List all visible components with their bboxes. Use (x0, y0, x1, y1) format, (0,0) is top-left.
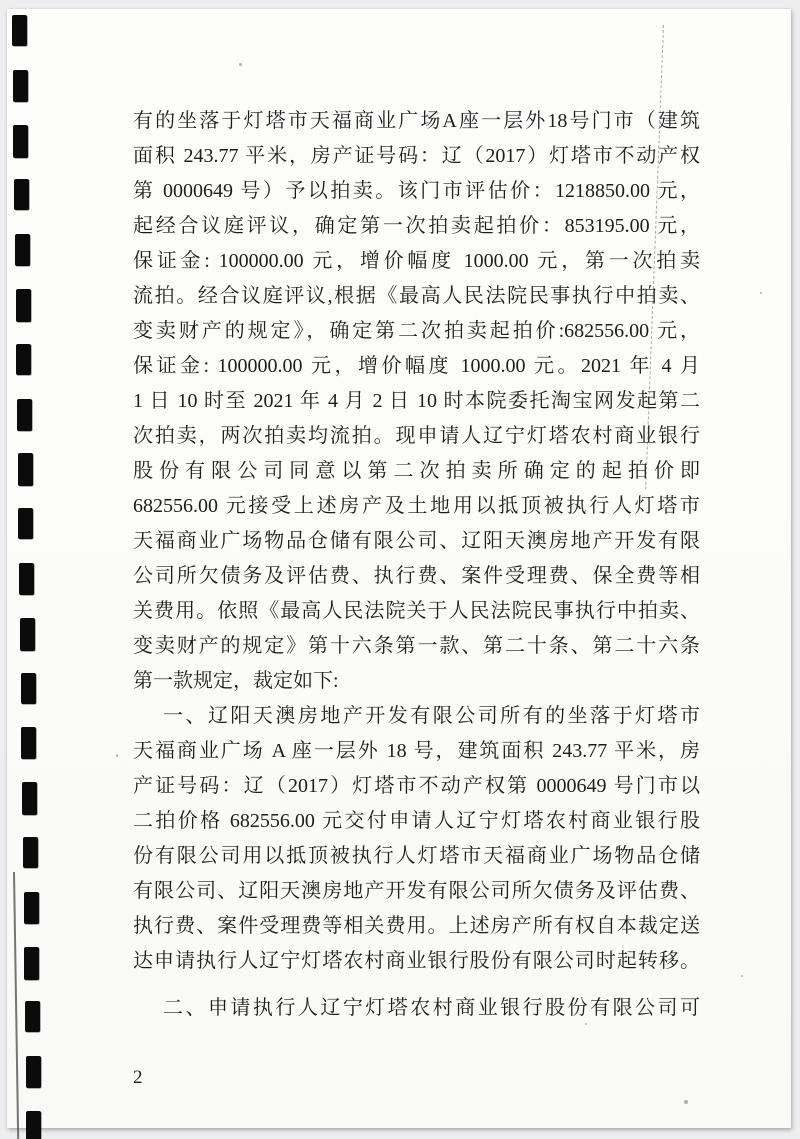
text-line: 股份有限公司同意以第二次拍卖所确定的起拍价即 (133, 460, 700, 482)
binding-hole-mark (18, 453, 33, 486)
text-line: 执行费、案件受理费等相关费用。上述房产所有权自本裁定送 (133, 915, 700, 937)
text-line: 天福商业广场 A 座一层外 18 号，建筑面积 243.77 平米，房 (133, 740, 700, 762)
binding-hole-mark (19, 563, 34, 595)
text-line: 有限公司、辽阳天澳房地产开发有限公司所欠债务及评估费、 (133, 880, 700, 902)
binding-hole-mark (23, 837, 38, 868)
text-line: 二、申请执行人辽宁灯塔农村商业银行股份有限公司可 (163, 997, 700, 1019)
text-line: 第一款规定，裁定如下: (133, 670, 339, 692)
text-line: 二拍价格 682556.00 元交付申请人辽宁灯塔农村商业银行股 (133, 810, 700, 832)
scan-speck (116, 754, 118, 757)
binding-hole-mark (26, 1111, 41, 1139)
text-line: 公司所欠债务及评估费、执行费、案件受理费、保全费等相 (133, 565, 700, 587)
binding-hole-mark (15, 234, 30, 266)
binding-hole-mark (24, 947, 39, 980)
text-line: 变卖财产的规定》第十六条第一款、第二十条、第二十六条 (133, 635, 700, 657)
text-line: 面积 243.77 平米，房产证号码：辽（2017）灯塔市不动产权 (133, 145, 700, 167)
scan-speck (239, 63, 242, 66)
binding-hole-mark (16, 289, 31, 322)
text-line: 保证金: 100000.00 元，增价幅度 1000.00 元，第一次拍卖 (133, 250, 700, 272)
binding-hole-mark (18, 508, 33, 539)
binding-hole-mark (20, 618, 35, 651)
text-line: 份有限公司用以抵顶被执行人灯塔市天福商业广场物品仓储 (133, 845, 700, 867)
text-line: 682556.00 元接受上述房产及土地用以抵顶被执行人灯塔市 (133, 495, 700, 517)
binding-hole-mark (12, 15, 27, 46)
text-line: 1 日 10 时至 2021 年 4 月 2 日 10 时本院委托淘宝网发起第二 (133, 390, 700, 412)
text-line: 变卖财产的规定》，确定第二次拍卖起拍价:682556.00 元， (133, 320, 700, 342)
text-line: 一、辽阳天澳房地产开发有限公司所有的坐落于灯塔市 (163, 705, 700, 727)
paragraph-2 (133, 699, 700, 979)
paragraph-1 (133, 104, 700, 699)
text-line: 流拍。经合议庭评议,根据《最高人民法院民事执行中拍卖、 (133, 285, 700, 307)
binding-hole-mark (24, 892, 39, 924)
text-line: 天福商业广场物品仓储有限公司、辽阳天澳房地产开发有限 (133, 530, 700, 552)
text-line: 达申请执行人辽宁灯塔农村商业银行股份有限公司时起转移。 (133, 950, 700, 972)
scan-speck (760, 292, 762, 294)
binding-hole-mark (16, 344, 31, 375)
text-line: 保证金: 100000.00 元，增价幅度 1000.00 元。2021 年 4 月 (133, 355, 700, 377)
scan-speck (684, 1100, 688, 1104)
binding-hole-mark (25, 1001, 40, 1032)
text-line: 次拍卖，两次拍卖均流拍。现申请人辽宁灯塔农村商业银行 (133, 425, 700, 447)
page-number: 2 (133, 1067, 143, 1088)
binding-hole-mark (13, 70, 28, 102)
binding-hole-mark (22, 782, 37, 815)
binding-hole-mark (17, 399, 32, 431)
text-line: 起经合议庭评议，确定第一次拍卖起拍价：853195.00 元， (133, 215, 700, 237)
binding-hole-mark (14, 179, 29, 210)
document-body (133, 104, 700, 1026)
text-line: 关费用。依照《最高人民法院关于人民法院民事执行中拍卖、 (133, 600, 700, 622)
text-line: 有的坐落于灯塔市天福商业广场A座一层外18号门市（建筑 (133, 110, 700, 132)
scan-speck (741, 975, 743, 977)
binding-hole-mark (26, 1056, 41, 1088)
binding-hole-mark (21, 727, 36, 759)
text-line: 第 0000649 号）予以拍卖。该门市评估价：1218850.00 元， (133, 180, 700, 202)
binding-hole-mark (13, 125, 28, 158)
binding-hole-mark (21, 673, 36, 704)
text-line: 产证号码：辽（2017）灯塔市不动产权第 0000649 号门市以 (133, 775, 700, 797)
paragraph-3 (133, 991, 700, 1026)
